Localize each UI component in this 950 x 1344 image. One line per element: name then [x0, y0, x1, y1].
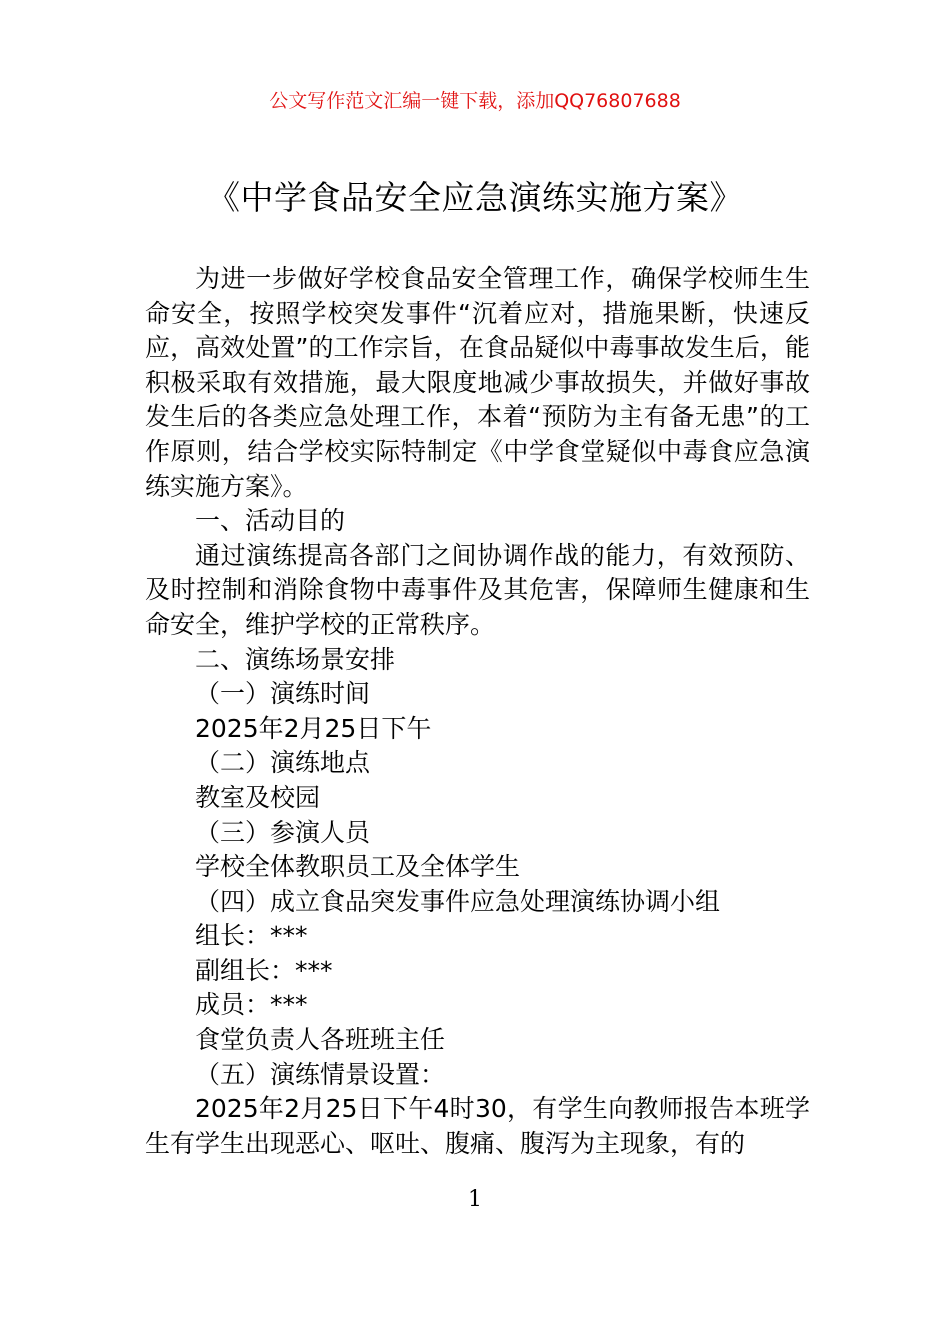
group-leader: 组长：*** [195, 921, 308, 951]
subheading-scenario-setup: （五）演练情景设置： [195, 1059, 446, 1089]
subheading-location: （二）演练地点 [195, 748, 371, 778]
subheading-participants: （三）参演人员 [195, 817, 371, 847]
group-other-members: 食堂负责人各班班主任 [195, 1025, 446, 1055]
page-number: 1 [468, 1187, 482, 1212]
document-title: 《中学食品安全应急演练实施方案》 [207, 178, 743, 217]
intro-paragraph: 为进一步做好学校食品安全管理工作，确保学校师生生命安全，按照学校突发事件“沉着应对，措施果断，快速反应，高效处置”的工作宗旨，在食品疑似中毒事故发生后，能积极采取有效措施，最大限度地减少事故损失，并做好事故发生后的各类应急处理工作，本着“预防为主有备无患”的工作原则，结合学校实际特制定《中学食堂疑似中毒食应急演练实施方案》。 [145, 264, 810, 501]
document-body [145, 262, 810, 1161]
purpose-paragraph: 通过演练提高各部门之间协调作战的能力，有效预防、及时控制和消除食物中毒事件及其危害，保障师生健康和生命安全，维护学校的正常秩序。 [145, 540, 810, 639]
scenario-paragraph: 2025年2月25日下午4时30，有学生向教师报告本班学生有学生出现恶心、呕吐、腹痛、腹泻为主现象，有的 [145, 1094, 810, 1158]
drill-time: 2025年2月25日下午 [195, 713, 432, 743]
drill-location: 教室及校园 [195, 782, 321, 812]
subheading-time: （一）演练时间 [195, 679, 371, 709]
group-members: 成员：*** [195, 990, 308, 1020]
download-promo-note: 公文写作范文汇编一键下载，添加QQ76807688 [269, 90, 681, 112]
drill-participants: 学校全体教职员工及全体学生 [195, 852, 521, 882]
section-heading-scenario: 二、演练场景安排 [195, 644, 396, 674]
subheading-coordination-group: （四）成立食品突发事件应急处理演练协调小组 [195, 886, 721, 916]
group-deputy-leader: 副组长：*** [195, 955, 333, 985]
section-heading-purpose: 一、活动目的 [195, 506, 346, 536]
